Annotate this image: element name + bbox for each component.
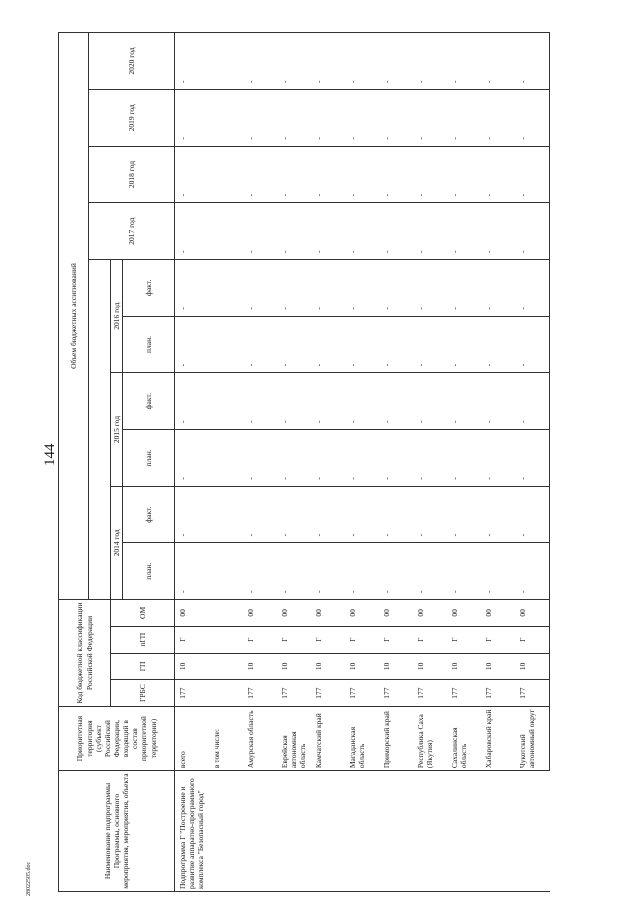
value-cell: - — [379, 486, 413, 543]
grbs-cell: 177 — [515, 680, 550, 707]
table-row — [447, 33, 481, 892]
table-row — [243, 33, 277, 892]
gp-cell: 10 — [515, 653, 550, 680]
header-2020: 2020 год — [89, 33, 175, 90]
value-cell: - — [447, 33, 481, 90]
header-gp: ГП — [111, 653, 175, 680]
pgp-cell: Г — [481, 626, 515, 653]
territory-cell: Сахалинская область — [447, 707, 481, 771]
header-name: Наименование подпрограммы Программы, основного мероприятия, мероприятия, объекта — [59, 771, 175, 892]
header-kbk: Код бюджетной классификации Российской Федерации — [59, 600, 111, 707]
value-cell — [209, 373, 243, 430]
value-cell: - — [413, 430, 447, 487]
header-2016-fact: факт. — [123, 260, 175, 317]
value-cell: - — [345, 89, 379, 146]
pgp-cell: Г — [515, 626, 550, 653]
om-cell: 00 — [345, 600, 379, 627]
value-cell: - — [515, 146, 550, 203]
grbs-cell: 177 — [447, 680, 481, 707]
pgp-cell: Г — [311, 626, 345, 653]
grbs-cell: 177 — [243, 680, 277, 707]
value-cell: - — [311, 486, 345, 543]
header-2016: 2016 год — [111, 260, 123, 373]
rotated-table-area — [58, 32, 580, 892]
value-cell: - — [345, 33, 379, 90]
grbs-cell — [209, 680, 243, 707]
territory-cell: в том числе: — [209, 707, 243, 771]
grbs-cell: 177 — [311, 680, 345, 707]
gp-cell: 10 — [413, 653, 447, 680]
value-cell: - — [413, 146, 447, 203]
territory-cell: Хабаровский край — [481, 707, 515, 771]
table-row — [379, 33, 413, 892]
om-cell: 00 — [515, 600, 550, 627]
header-priority: Приоритетная территория (субъект Российской Федерации, входящий в состав приоритетной территории) — [59, 707, 175, 771]
value-cell: - — [379, 260, 413, 317]
value-cell: - — [277, 543, 311, 600]
value-cell: - — [175, 430, 210, 487]
header-2015-plan: план. — [123, 430, 175, 487]
value-cell: - — [345, 146, 379, 203]
value-cell — [209, 33, 243, 90]
grbs-cell: 177 — [481, 680, 515, 707]
gp-cell: 10 — [379, 653, 413, 680]
value-cell: - — [379, 543, 413, 600]
gp-cell: 10 — [311, 653, 345, 680]
grbs-cell: 177 — [413, 680, 447, 707]
territory-cell: всего — [175, 707, 210, 771]
pgp-cell: Г — [345, 626, 379, 653]
gp-cell: 10 — [277, 653, 311, 680]
value-cell: - — [481, 543, 515, 600]
territory-cell: Чукотский автономный округ — [515, 707, 550, 771]
pgp-cell: Г — [379, 626, 413, 653]
table-row — [311, 33, 345, 892]
om-cell: 00 — [481, 600, 515, 627]
value-cell: - — [345, 543, 379, 600]
value-cell: - — [481, 203, 515, 260]
value-cell: - — [447, 203, 481, 260]
header-2019: 2019 год — [89, 89, 175, 146]
value-cell: - — [175, 373, 210, 430]
value-cell: - — [413, 203, 447, 260]
territory-cell: Республика Саха (Якутия) — [413, 707, 447, 771]
value-cell: - — [345, 486, 379, 543]
value-cell: - — [175, 486, 210, 543]
value-cell: - — [345, 430, 379, 487]
value-cell: - — [277, 260, 311, 317]
page-number: 144 — [42, 443, 58, 466]
value-cell: - — [175, 316, 210, 373]
table-row — [413, 33, 447, 892]
header-grbs: ГРБС — [111, 680, 175, 707]
value-cell: - — [413, 316, 447, 373]
pgp-cell: Г — [277, 626, 311, 653]
om-cell: 00 — [379, 600, 413, 627]
pgp-cell: Г — [413, 626, 447, 653]
header-volume-sub-blank — [89, 260, 111, 600]
header-2016-plan: план. — [123, 316, 175, 373]
value-cell: - — [379, 430, 413, 487]
value-cell: - — [515, 316, 550, 373]
value-cell: - — [447, 543, 481, 600]
value-cell: - — [447, 146, 481, 203]
table-row — [515, 33, 550, 892]
value-cell: - — [311, 203, 345, 260]
value-cell: - — [311, 33, 345, 90]
value-cell: - — [277, 33, 311, 90]
table-body — [175, 33, 550, 892]
value-cell: - — [379, 33, 413, 90]
value-cell: - — [345, 260, 379, 317]
territory-cell: Приморский край — [379, 707, 413, 771]
value-cell: - — [277, 373, 311, 430]
value-cell: - — [379, 203, 413, 260]
value-cell — [209, 203, 243, 260]
value-cell: - — [243, 146, 277, 203]
document-id: 28022505.doc — [26, 861, 32, 896]
value-cell: - — [515, 33, 550, 90]
value-cell: - — [243, 33, 277, 90]
om-cell — [209, 600, 243, 627]
value-cell: - — [413, 89, 447, 146]
gp-cell: 10 — [345, 653, 379, 680]
header-volume: Объем бюджетных ассигнований — [59, 33, 89, 600]
value-cell: - — [515, 430, 550, 487]
value-cell: - — [481, 316, 515, 373]
value-cell: - — [345, 373, 379, 430]
budget-table — [58, 32, 550, 892]
om-cell: 00 — [311, 600, 345, 627]
header-2015: 2015 год — [111, 373, 123, 486]
om-cell: 00 — [277, 600, 311, 627]
value-cell: - — [175, 33, 210, 90]
value-cell: - — [277, 430, 311, 487]
value-cell: - — [243, 89, 277, 146]
value-cell: - — [515, 260, 550, 317]
table-row — [209, 33, 243, 892]
value-cell: - — [447, 486, 481, 543]
header-2014: 2014 год — [111, 486, 123, 599]
om-cell: 00 — [175, 600, 210, 627]
value-cell: - — [277, 316, 311, 373]
value-cell: - — [515, 373, 550, 430]
header-2017: 2017 год — [89, 203, 175, 260]
header-2014-fact: факт. — [123, 486, 175, 543]
value-cell: - — [175, 543, 210, 600]
value-cell: - — [447, 430, 481, 487]
value-cell — [209, 486, 243, 543]
value-cell: - — [447, 89, 481, 146]
grbs-cell: 177 — [379, 680, 413, 707]
value-cell: - — [379, 373, 413, 430]
gp-cell: 10 — [175, 653, 210, 680]
program-name: Подпрограмма Г "Построение и развитие аппаратно-программного комплекса "Безопасный город" — [175, 771, 550, 892]
value-cell: - — [379, 89, 413, 146]
pgp-cell: Г — [447, 626, 481, 653]
header-2015-fact: факт. — [123, 373, 175, 430]
pgp-cell: Г — [175, 626, 210, 653]
om-cell: 00 — [413, 600, 447, 627]
value-cell: - — [345, 316, 379, 373]
value-cell: - — [379, 316, 413, 373]
value-cell: - — [175, 260, 210, 317]
value-cell: - — [413, 543, 447, 600]
value-cell: - — [311, 260, 345, 317]
value-cell: - — [515, 89, 550, 146]
value-cell: - — [379, 146, 413, 203]
value-cell: - — [175, 89, 210, 146]
value-cell: - — [481, 486, 515, 543]
value-cell: - — [243, 316, 277, 373]
value-cell: - — [413, 373, 447, 430]
value-cell: - — [515, 486, 550, 543]
value-cell: - — [481, 146, 515, 203]
header-om: ОМ — [111, 600, 175, 627]
value-cell: - — [311, 373, 345, 430]
value-cell: - — [447, 373, 481, 430]
value-cell: - — [481, 260, 515, 317]
value-cell — [209, 430, 243, 487]
header-2018: 2018 год — [89, 146, 175, 203]
pgp-cell: Г — [243, 626, 277, 653]
value-cell: - — [447, 260, 481, 317]
value-cell: - — [175, 203, 210, 260]
gp-cell: 10 — [481, 653, 515, 680]
table-row — [175, 33, 210, 892]
value-cell: - — [311, 89, 345, 146]
gp-cell — [209, 653, 243, 680]
value-cell: - — [311, 146, 345, 203]
gp-cell: 10 — [447, 653, 481, 680]
table-row — [345, 33, 379, 892]
value-cell: - — [243, 543, 277, 600]
value-cell: - — [481, 33, 515, 90]
value-cell — [209, 543, 243, 600]
value-cell: - — [481, 89, 515, 146]
grbs-cell: 177 — [277, 680, 311, 707]
om-cell: 00 — [243, 600, 277, 627]
om-cell: 00 — [447, 600, 481, 627]
value-cell: - — [413, 260, 447, 317]
header-2014-plan: план. — [123, 543, 175, 600]
value-cell: - — [175, 146, 210, 203]
value-cell — [209, 260, 243, 317]
value-cell: - — [345, 203, 379, 260]
value-cell: - — [413, 33, 447, 90]
value-cell: - — [413, 486, 447, 543]
value-cell: - — [481, 373, 515, 430]
value-cell: - — [243, 430, 277, 487]
territory-cell: Магаданская область — [345, 707, 379, 771]
pgp-cell — [209, 626, 243, 653]
value-cell: - — [243, 260, 277, 317]
value-cell: - — [277, 146, 311, 203]
grbs-cell: 177 — [175, 680, 210, 707]
table-row — [481, 33, 515, 892]
value-cell: - — [243, 486, 277, 543]
value-cell: - — [243, 373, 277, 430]
territory-cell: Амурская область — [243, 707, 277, 771]
value-cell: - — [481, 430, 515, 487]
value-cell: - — [515, 203, 550, 260]
value-cell: - — [311, 316, 345, 373]
value-cell — [209, 89, 243, 146]
value-cell: - — [277, 486, 311, 543]
territory-cell: Еврейская автономная область — [277, 707, 311, 771]
value-cell: - — [277, 89, 311, 146]
value-cell — [209, 316, 243, 373]
value-cell: - — [311, 430, 345, 487]
table-row — [277, 33, 311, 892]
value-cell: - — [447, 316, 481, 373]
value-cell: - — [277, 203, 311, 260]
grbs-cell: 177 — [345, 680, 379, 707]
header-pgp: пГП — [111, 626, 175, 653]
value-cell — [209, 146, 243, 203]
value-cell: - — [243, 203, 277, 260]
value-cell: - — [515, 543, 550, 600]
territory-cell: Камчатский край — [311, 707, 345, 771]
value-cell: - — [311, 543, 345, 600]
gp-cell: 10 — [243, 653, 277, 680]
